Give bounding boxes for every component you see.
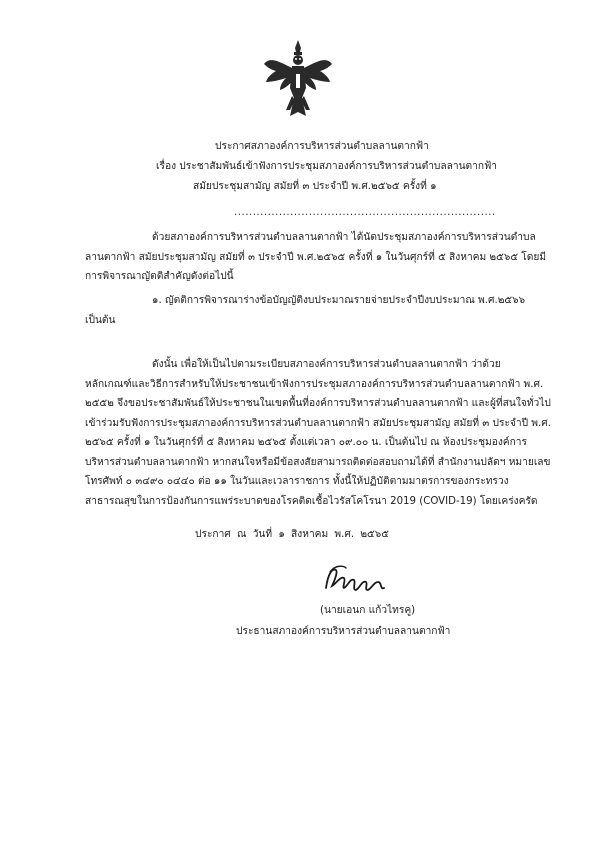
paragraph-line: ดังนั้น เพื่อให้เป็นไปตามระเบียบสภาองค์การบริหารส่วนตำบลลานตากฟ้า ว่าด้วย [152, 359, 501, 370]
paragraph-intro [85, 228, 546, 287]
announcement-subject: เรื่อง ประชาสัมพันธ์เข้าฟังการประชุมสภาองค์การบริหารส่วนตำบลลานตากฟ้า [156, 161, 497, 172]
paragraph-line: หลักเกณฑ์และวิธีการสำหรับให้ประชาชนเข้าฟังการประชุมสภาองค์การบริหารส่วนตำบลลานตากฟ้า พ.ศ. [85, 378, 544, 390]
paragraph-agenda [85, 291, 525, 330]
handwritten-signature [322, 560, 392, 596]
paragraph-invitation [85, 355, 551, 511]
paragraph-line: เป็นต้น [85, 314, 116, 326]
signer-name: (นายเอนก แก้วไทรคู) [320, 605, 416, 616]
paragraph-line: ลานตากฟ้า สมัยประชุมสามัญ สมัยที่ ๓ ประจำปี พ.ศ.๒๕๖๕ ครั้งที่ ๑ ในวันศุกร์ที่ ๕ สิงหาคม ๒๕๖๕ โดยมี [85, 251, 547, 263]
paragraph-line: สาธารณสุขในการป้องกันการแพร่ระบาดของโรคติดเชื้อไวรัสโคโรนา 2019 (COVID-19) โดยเคร่งครัด [85, 495, 538, 507]
paragraph-line: โทรศัพท์ ๐ ๓๔๙๐ ๐๔๔๐ ต่อ ๑๑ ในวันและเวลาราชการ ทั้งนี้ให้ปฏิบัติตามมาตรการของกระทรวง [85, 476, 509, 487]
paragraph-line: บริหารส่วนตำบลลานตากฟ้า หากสนใจหรือมีข้อสงสัยสามารถติดต่อสอบถามได้ที่ สำนักงานปลัดฯ หมายเลข [85, 456, 551, 468]
dotted-divider: ...................................................................... [234, 207, 496, 218]
meeting-session: สมัยประชุมสามัญ สมัยที่ ๓ ประจำปี พ.ศ.๒๕๖๕ ครั้งที่ ๑ [193, 181, 437, 192]
paragraph-line: เข้าร่วมรับฟังการประชุมสภาองค์การบริหารส่วนตำบลลานตากฟ้า สมัยประชุมสามัญ สมัยที่ ๓ ประจำปี พ.ศ. [85, 417, 551, 429]
announcement-title: ประกาศสภาองค์การบริหารส่วนตำบลลานตากฟ้า [215, 141, 429, 152]
garuda-emblem-icon [262, 38, 334, 120]
paragraph-line: ด้วยสภาองค์การบริหารส่วนตำบลลานตากฟ้า ได้นัดประชุมสภาองค์การบริหารส่วนตำบล [152, 232, 536, 243]
announcement-date: ประกาศ ณ วันที่ ๑ สิงหาคม พ.ศ. ๒๕๖๕ [195, 529, 389, 540]
paragraph-line: ๒๕๖๕ ครั้งที่ ๑ ในวันศุกร์ที่ ๕ สิงหาคม ๒๕๖๕ ตั้งแต่เวลา ๐๙.๐๐ น. เป็นต้นไป ณ ห้องประชุมองค์การ [85, 437, 527, 448]
agenda-item: ๑. ญัตติการพิจารณาร่างข้อบัญญัติงบประมาณรายจ่ายประจำปีงบประมาณ พ.ศ.๒๕๖๖ [152, 295, 526, 306]
paragraph-line: การพิจารณาญัตติสำคัญดังต่อไปนี้ [85, 271, 234, 282]
signer-title: ประธานสภาองค์การบริหารส่วนตำบลลานตากฟ้า [236, 626, 451, 637]
paragraph-line: ๒๕๕๒ จึงขอประชาสัมพันธ์ให้ประชาชนในเขตพื้นที่องค์การบริหารส่วนตำบลลานตากฟ้า และผู้ที่สนใจทั่วไป [85, 398, 551, 409]
